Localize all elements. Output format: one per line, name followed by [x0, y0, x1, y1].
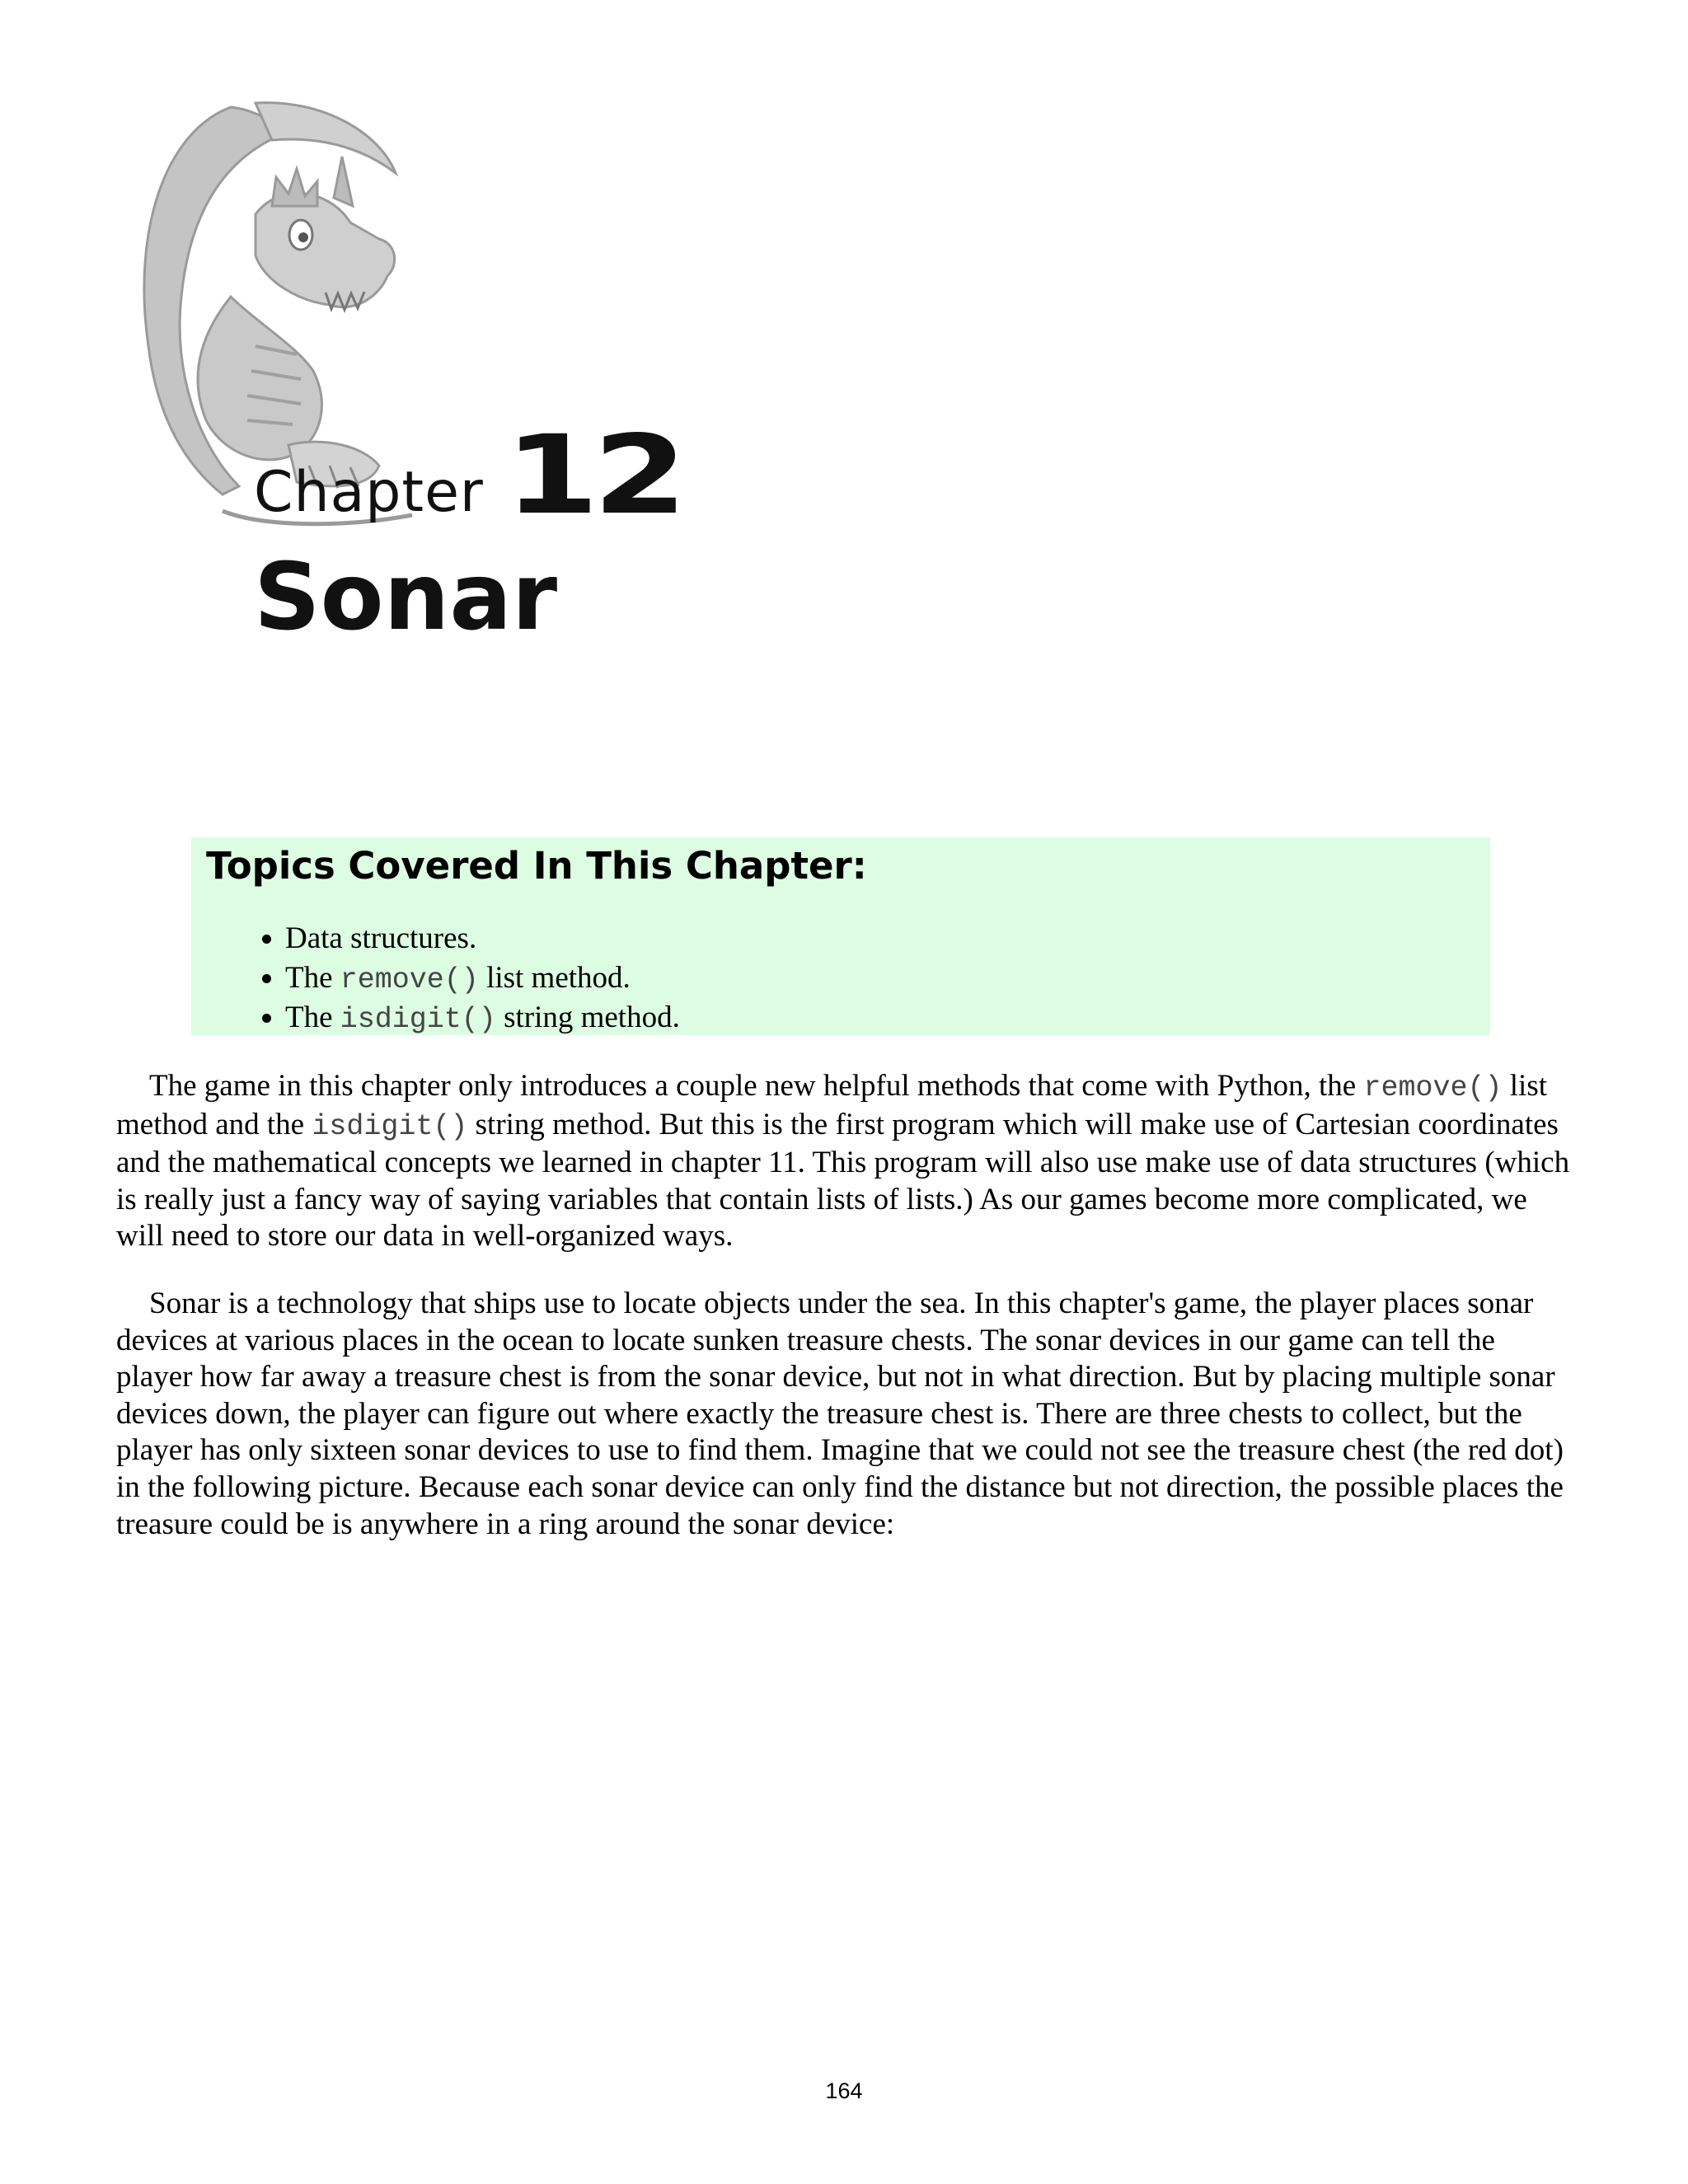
- topics-box: [191, 837, 1490, 1035]
- inline-code: isdigit(): [312, 1109, 468, 1143]
- chapter-label: Chapter: [254, 460, 484, 525]
- chapter-title: Sonar: [254, 544, 558, 651]
- chapter-number: 12: [504, 412, 682, 539]
- inline-code: remove(): [1363, 1071, 1503, 1104]
- list-item: • The remove() list method.: [285, 959, 680, 999]
- topics-heading: Topics Covered In This Chapter:: [206, 844, 867, 888]
- page-number: 164: [825, 2079, 863, 2103]
- list-item: • The isdigit() string method.: [285, 999, 680, 1038]
- paragraph-intro: The game in this chapter only introduces a couple new helpful methods that come with Python, the remove() list method and the isdigit() string method. But this is the first program which will make use of Cartesian coordinates and the mathematical concepts we learned in chapter 11. This program will also use make use of data structures (which is really just a fancy way of saying variables that contain lists of lists.) As our games become more complicated, we will need to store our data in well-organized ways.: [116, 1069, 1570, 1254]
- topics-list: [241, 920, 680, 1038]
- paragraph-sonar: Sonar is a technology that ships use to locate objects under the sea. In this chapter's game, the player places sonar devices at various places in the ocean to locate sunken treasure chests. The sonar devices in our game can tell the player how far away a treasure chest is from the sonar device, but not in what direction. But by placing multiple sonar devices down, the player can figure out where exactly the treasure chest is. There are three chests to collect, but the player has only sixteen sonar devices to use to find them. Imagine that we could not see the treasure chest (the red dot) in the following picture. Because each sonar device can only find the distance but not direction, the possible places the treasure could be is anywhere in a ring around the sonar device:: [116, 1286, 1564, 1541]
- list-item: • Data structures.: [285, 920, 680, 959]
